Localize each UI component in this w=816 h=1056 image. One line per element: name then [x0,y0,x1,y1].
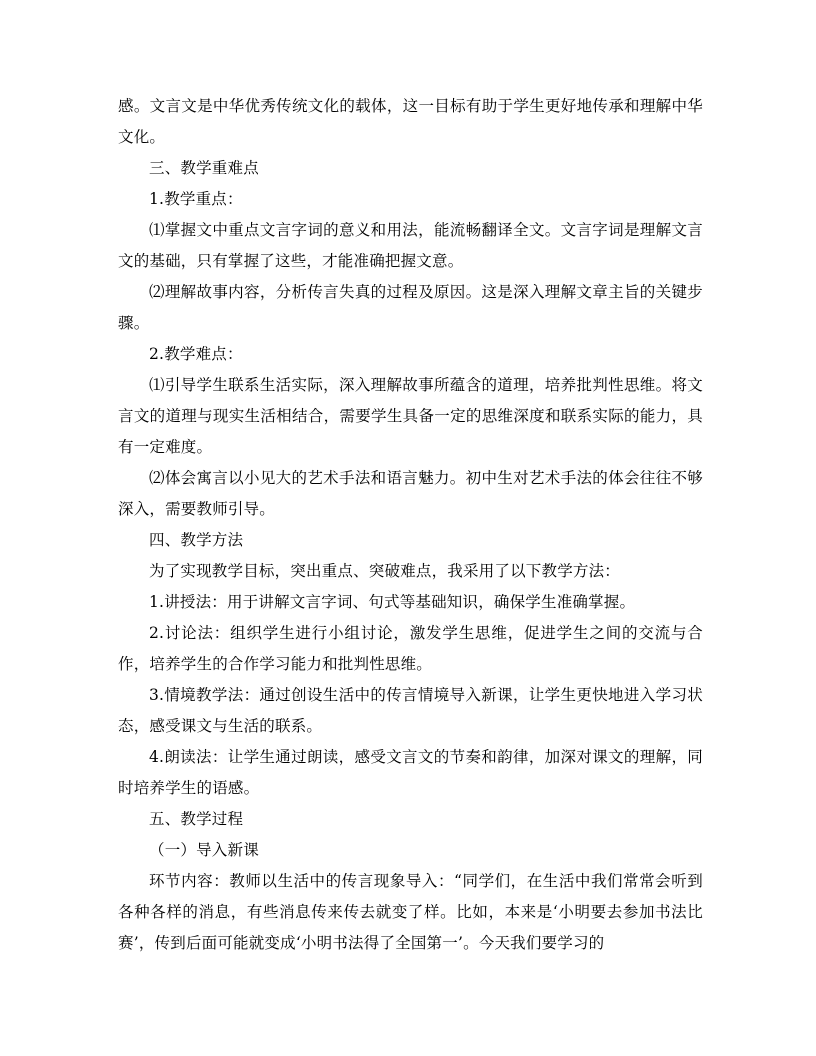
section-heading-methods: 四、教学方法 [149,531,244,549]
paragraph-method-discussion: 2.讨论法：组织学生进行小组讨论，激发学生思维，促进学生之间的交流与合作，培养学生的合作学习能力和批判性思维。 [118,624,703,673]
paragraph-methods-intro: 为了实现教学目标，突出重点、突破难点，我采用了以下教学方法： [149,562,621,580]
paragraph-key-point-2: ⑵理解故事内容，分析传言失真的过程及原因。这是深入理解文章主旨的关键步骤。 [118,283,703,332]
paragraph-difficulty-2: ⑵体会寓言以小见大的艺术手法和语言魅力。初中生对艺术手法的体会往往不够深入，需要教师引导。 [118,469,703,518]
paragraph-method-lecture: 1.讲授法：用于讲解文言字词、句式等基础知识，确保学生准确掌握。 [149,593,636,611]
paragraph-difficulty-1: ⑴引导学生联系生活实际，深入理解故事所蕴含的道理，培养批判性思维。将文言文的道理与现实生活相结合，需要学生具备一定的思维深度和联系实际的能力，具有一定难度。 [118,376,703,456]
subheading-key-points: 1.教学重点： [149,190,243,208]
subheading-introduction: （一）导入新课 [149,841,259,859]
section-heading-key-difficulties: 三、教学重难点 [149,159,259,177]
paragraph-continuation: 感。文言文是中华优秀传统文化的载体，这一目标有助于学生更好地传承和理解中华文化。 [118,97,703,146]
paragraph-method-situational: 3.情境教学法：通过创设生活中的传言情境导入新课，让学生更快地进入学习状态，感受课文与生活的联系。 [118,686,703,735]
paragraph-introduction-content: 环节内容：教师以生活中的传言现象导入：“同学们，在生活中我们常常会听到各种各样的消息，有些消息传来传去就变了样。比如，本来是‘小明要去参加书法比赛’，传到后面可能就变成‘小明书法得了全国第一’。今天我们要学习的 [118,872,703,952]
section-heading-process: 五、教学过程 [149,810,244,828]
document-body [118,91,703,959]
paragraph-key-point-1: ⑴掌握文中重点文言字词的意义和用法，能流畅翻译全文。文言字词是理解文言文的基础，只有掌握了这些，才能准确把握文意。 [118,221,703,270]
paragraph-method-reading: 4.朗读法：让学生通过朗读，感受文言文的节奏和韵律，加深对课文的理解，同时培养学生的语感。 [118,748,703,797]
subheading-difficulties: 2.教学难点： [149,345,243,363]
